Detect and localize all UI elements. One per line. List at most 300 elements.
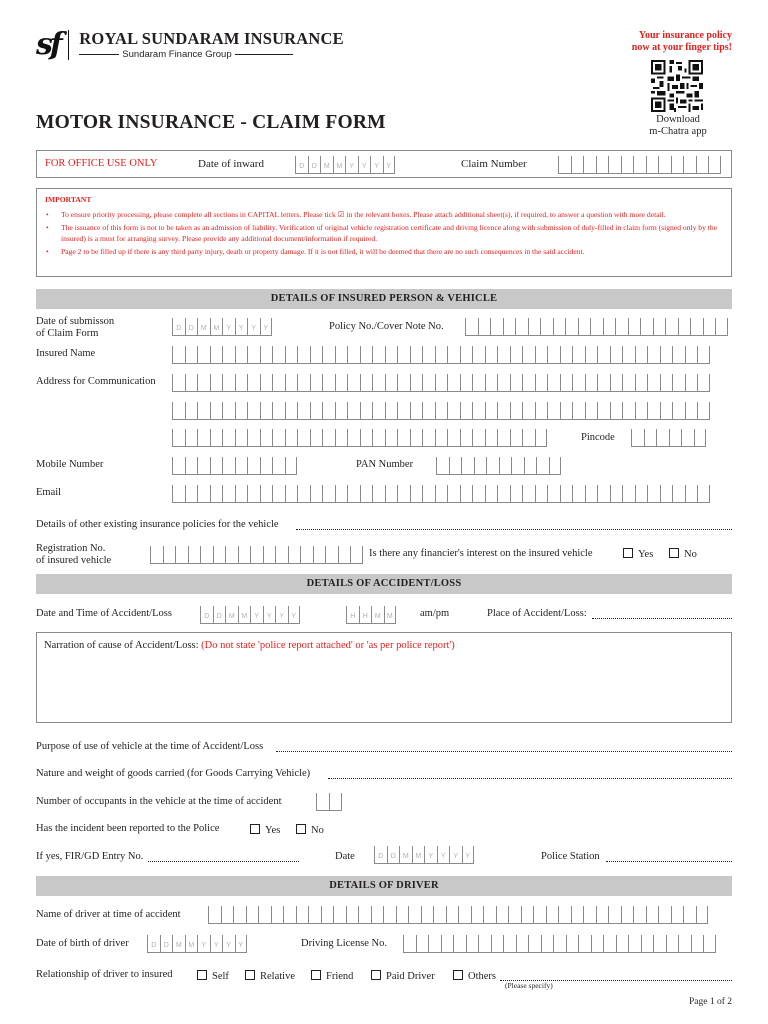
char-box[interactable] <box>397 346 410 364</box>
relationship-others-option[interactable] <box>453 970 496 983</box>
char-box[interactable] <box>708 156 721 174</box>
char-box[interactable] <box>560 485 573 503</box>
char-box[interactable] <box>622 374 635 392</box>
char-box[interactable] <box>644 429 657 447</box>
char-box[interactable] <box>535 374 548 392</box>
char-box[interactable] <box>233 906 246 924</box>
char-box[interactable] <box>210 457 223 475</box>
char-box[interactable] <box>447 374 460 392</box>
char-box[interactable] <box>247 457 260 475</box>
char-box[interactable] <box>646 156 659 174</box>
char-box[interactable] <box>635 346 648 364</box>
char-box[interactable] <box>697 485 710 503</box>
char-box[interactable] <box>528 935 541 953</box>
char-box[interactable]: M <box>185 935 198 953</box>
char-box[interactable] <box>250 546 263 564</box>
char-box[interactable]: M <box>238 606 251 624</box>
char-box[interactable] <box>583 906 596 924</box>
char-box[interactable] <box>247 485 260 503</box>
char-box[interactable] <box>497 402 510 420</box>
char-box[interactable] <box>522 429 535 447</box>
accident-date-input[interactable] <box>200 606 300 624</box>
purpose-input[interactable] <box>276 743 732 752</box>
char-box[interactable] <box>553 318 566 336</box>
char-box[interactable] <box>247 429 260 447</box>
fir-date-input[interactable] <box>374 846 474 864</box>
char-box[interactable] <box>222 485 235 503</box>
char-box[interactable] <box>422 346 435 364</box>
char-box[interactable] <box>572 402 585 420</box>
char-box[interactable] <box>260 346 273 364</box>
claim-number-input[interactable] <box>558 156 721 174</box>
char-box[interactable] <box>558 156 571 174</box>
char-box[interactable] <box>486 457 499 475</box>
char-box[interactable] <box>660 402 673 420</box>
char-box[interactable] <box>616 935 629 953</box>
mobile-input[interactable] <box>172 457 297 475</box>
char-box[interactable] <box>510 402 523 420</box>
char-box[interactable] <box>275 546 288 564</box>
char-box[interactable]: Y <box>383 156 396 174</box>
char-box[interactable] <box>460 374 473 392</box>
char-box[interactable] <box>597 402 610 420</box>
char-box[interactable] <box>347 402 360 420</box>
char-box[interactable] <box>696 156 709 174</box>
date-of-inward-input[interactable] <box>295 156 395 174</box>
char-box[interactable] <box>247 402 260 420</box>
char-box[interactable]: M <box>320 156 333 174</box>
char-box[interactable] <box>421 906 434 924</box>
checkbox-icon[interactable] <box>250 824 260 834</box>
char-box[interactable] <box>522 346 535 364</box>
char-box[interactable] <box>524 457 537 475</box>
checkbox-icon[interactable] <box>623 548 633 558</box>
char-box[interactable] <box>385 485 398 503</box>
char-box[interactable] <box>300 546 313 564</box>
char-box[interactable] <box>197 457 210 475</box>
police-station-input[interactable] <box>606 853 732 862</box>
char-box[interactable] <box>597 485 610 503</box>
char-box[interactable] <box>172 346 185 364</box>
char-box[interactable] <box>703 935 716 953</box>
char-box[interactable] <box>185 457 198 475</box>
driver-dob-input[interactable] <box>147 935 247 953</box>
checkbox-icon[interactable] <box>371 970 381 980</box>
char-box[interactable] <box>235 402 248 420</box>
char-box[interactable] <box>316 793 329 811</box>
char-box[interactable]: Y <box>197 935 210 953</box>
char-box[interactable] <box>460 429 473 447</box>
char-box[interactable] <box>322 429 335 447</box>
char-box[interactable] <box>447 485 460 503</box>
char-box[interactable] <box>615 318 628 336</box>
char-box[interactable]: M <box>172 935 185 953</box>
char-box[interactable] <box>200 546 213 564</box>
char-box[interactable] <box>578 318 591 336</box>
char-box[interactable]: Y <box>210 935 223 953</box>
char-box[interactable] <box>466 935 479 953</box>
char-box[interactable] <box>238 546 251 564</box>
char-box[interactable] <box>549 457 562 475</box>
char-box[interactable] <box>472 402 485 420</box>
char-box[interactable] <box>422 429 435 447</box>
date-of-submission-input[interactable] <box>172 318 272 336</box>
char-box[interactable] <box>297 429 310 447</box>
char-box[interactable] <box>208 906 221 924</box>
char-box[interactable]: D <box>374 846 387 864</box>
char-box[interactable] <box>669 429 682 447</box>
char-box[interactable]: H <box>346 606 359 624</box>
char-box[interactable] <box>396 906 409 924</box>
char-box[interactable] <box>641 935 654 953</box>
police-yes-option[interactable] <box>250 824 280 837</box>
address-input-line-3[interactable] <box>172 429 547 447</box>
char-box[interactable] <box>247 374 260 392</box>
char-box[interactable] <box>472 429 485 447</box>
char-box[interactable] <box>436 457 449 475</box>
char-box[interactable] <box>571 906 584 924</box>
char-box[interactable] <box>647 374 660 392</box>
char-box[interactable] <box>163 546 176 564</box>
char-box[interactable] <box>499 457 512 475</box>
char-box[interactable] <box>313 546 326 564</box>
char-box[interactable] <box>697 374 710 392</box>
char-box[interactable] <box>296 906 309 924</box>
char-box[interactable]: D <box>387 846 400 864</box>
char-box[interactable] <box>225 546 238 564</box>
char-box[interactable] <box>247 346 260 364</box>
char-box[interactable]: Y <box>250 606 263 624</box>
char-box[interactable] <box>497 429 510 447</box>
char-box[interactable]: Y <box>235 318 248 336</box>
char-box[interactable] <box>472 346 485 364</box>
char-box[interactable] <box>197 374 210 392</box>
char-box[interactable] <box>350 546 363 564</box>
char-box[interactable] <box>572 485 585 503</box>
char-box[interactable] <box>583 156 596 174</box>
char-box[interactable] <box>222 374 235 392</box>
char-box[interactable] <box>433 906 446 924</box>
char-box[interactable] <box>410 485 423 503</box>
char-box[interactable] <box>690 318 703 336</box>
char-box[interactable] <box>572 374 585 392</box>
char-box[interactable] <box>672 402 685 420</box>
char-box[interactable] <box>385 402 398 420</box>
char-box[interactable] <box>478 318 491 336</box>
char-box[interactable] <box>472 374 485 392</box>
char-box[interactable]: M <box>399 846 412 864</box>
char-box[interactable] <box>449 457 462 475</box>
char-box[interactable]: Y <box>288 606 301 624</box>
char-box[interactable] <box>521 906 534 924</box>
char-box[interactable] <box>515 318 528 336</box>
char-box[interactable] <box>585 402 598 420</box>
char-box[interactable]: D <box>308 156 321 174</box>
char-box[interactable] <box>310 485 323 503</box>
char-box[interactable] <box>696 906 709 924</box>
char-box[interactable] <box>333 906 346 924</box>
char-box[interactable] <box>694 429 707 447</box>
char-box[interactable] <box>672 346 685 364</box>
char-box[interactable] <box>685 374 698 392</box>
char-box[interactable] <box>358 906 371 924</box>
char-box[interactable] <box>496 906 509 924</box>
char-box[interactable] <box>335 429 348 447</box>
char-box[interactable] <box>522 402 535 420</box>
char-box[interactable] <box>285 402 298 420</box>
financier-no-option[interactable] <box>669 548 697 561</box>
char-box[interactable] <box>533 906 546 924</box>
char-box[interactable] <box>665 318 678 336</box>
char-box[interactable] <box>185 402 198 420</box>
char-box[interactable] <box>590 318 603 336</box>
char-box[interactable] <box>678 935 691 953</box>
char-box[interactable] <box>410 429 423 447</box>
char-box[interactable] <box>578 935 591 953</box>
char-box[interactable]: D <box>160 935 173 953</box>
char-box[interactable] <box>510 346 523 364</box>
char-box[interactable] <box>210 346 223 364</box>
checkbox-icon[interactable] <box>296 824 306 834</box>
char-box[interactable] <box>297 346 310 364</box>
char-box[interactable] <box>647 402 660 420</box>
char-box[interactable] <box>715 318 728 336</box>
char-box[interactable] <box>329 793 342 811</box>
char-box[interactable] <box>322 374 335 392</box>
checkbox-icon[interactable] <box>197 970 207 980</box>
char-box[interactable] <box>197 429 210 447</box>
char-box[interactable] <box>671 906 684 924</box>
char-box[interactable] <box>347 429 360 447</box>
char-box[interactable] <box>541 935 554 953</box>
char-box[interactable] <box>453 935 466 953</box>
char-box[interactable] <box>510 485 523 503</box>
char-box[interactable] <box>441 935 454 953</box>
char-box[interactable] <box>497 346 510 364</box>
char-box[interactable] <box>547 374 560 392</box>
email-input[interactable] <box>172 485 710 503</box>
police-no-option[interactable] <box>296 824 324 837</box>
char-box[interactable] <box>631 429 644 447</box>
char-box[interactable] <box>485 485 498 503</box>
char-box[interactable] <box>553 935 566 953</box>
char-box[interactable] <box>446 906 459 924</box>
char-box[interactable] <box>565 318 578 336</box>
char-box[interactable] <box>185 346 198 364</box>
char-box[interactable] <box>610 485 623 503</box>
checkbox-icon[interactable] <box>311 970 321 980</box>
char-box[interactable] <box>660 346 673 364</box>
char-box[interactable] <box>683 156 696 174</box>
char-box[interactable] <box>347 346 360 364</box>
char-box[interactable] <box>297 485 310 503</box>
checkbox-icon[interactable] <box>669 548 679 558</box>
char-box[interactable] <box>422 485 435 503</box>
fir-input[interactable] <box>148 853 299 862</box>
char-box[interactable]: Y <box>358 156 371 174</box>
char-box[interactable] <box>150 546 163 564</box>
char-box[interactable] <box>372 429 385 447</box>
char-box[interactable] <box>408 906 421 924</box>
char-box[interactable] <box>385 374 398 392</box>
char-box[interactable] <box>372 346 385 364</box>
other-policies-input[interactable] <box>296 521 732 530</box>
char-box[interactable] <box>660 374 673 392</box>
char-box[interactable] <box>666 935 679 953</box>
char-box[interactable] <box>172 485 185 503</box>
char-box[interactable] <box>683 906 696 924</box>
char-box[interactable] <box>285 485 298 503</box>
relationship-relative-option[interactable] <box>245 970 295 983</box>
char-box[interactable] <box>397 374 410 392</box>
char-box[interactable] <box>172 457 185 475</box>
char-box[interactable] <box>335 346 348 364</box>
char-box[interactable]: D <box>185 318 198 336</box>
accident-place-input[interactable] <box>592 610 732 619</box>
char-box[interactable]: Y <box>462 846 475 864</box>
char-box[interactable] <box>338 546 351 564</box>
pincode-input[interactable] <box>631 429 706 447</box>
char-box[interactable] <box>603 935 616 953</box>
char-box[interactable] <box>221 906 234 924</box>
char-box[interactable] <box>535 346 548 364</box>
char-box[interactable]: D <box>172 318 185 336</box>
char-box[interactable] <box>210 374 223 392</box>
char-box[interactable] <box>285 374 298 392</box>
char-box[interactable] <box>547 402 560 420</box>
char-box[interactable] <box>272 485 285 503</box>
driver-name-input[interactable] <box>208 906 708 924</box>
char-box[interactable] <box>360 402 373 420</box>
char-box[interactable]: M <box>384 606 397 624</box>
char-box[interactable] <box>347 374 360 392</box>
char-box[interactable] <box>235 485 248 503</box>
char-box[interactable] <box>633 156 646 174</box>
char-box[interactable] <box>385 346 398 364</box>
char-box[interactable] <box>540 318 553 336</box>
char-box[interactable] <box>397 485 410 503</box>
char-box[interactable] <box>435 346 448 364</box>
char-box[interactable] <box>175 546 188 564</box>
char-box[interactable] <box>371 906 384 924</box>
char-box[interactable] <box>172 402 185 420</box>
char-box[interactable] <box>360 374 373 392</box>
char-box[interactable] <box>272 457 285 475</box>
char-box[interactable] <box>210 402 223 420</box>
char-box[interactable] <box>447 346 460 364</box>
char-box[interactable] <box>660 485 673 503</box>
char-box[interactable] <box>546 906 559 924</box>
char-box[interactable] <box>511 457 524 475</box>
char-box[interactable] <box>197 485 210 503</box>
char-box[interactable] <box>558 906 571 924</box>
goods-input[interactable] <box>328 770 732 779</box>
address-input-line-1[interactable] <box>172 374 710 392</box>
char-box[interactable] <box>185 374 198 392</box>
char-box[interactable]: Y <box>275 606 288 624</box>
pan-input[interactable] <box>436 457 561 475</box>
char-box[interactable] <box>571 156 584 174</box>
char-box[interactable] <box>510 429 523 447</box>
char-box[interactable] <box>597 374 610 392</box>
relationship-self-option[interactable] <box>197 970 229 983</box>
char-box[interactable] <box>497 485 510 503</box>
char-box[interactable] <box>258 906 271 924</box>
char-box[interactable] <box>633 906 646 924</box>
char-box[interactable] <box>658 906 671 924</box>
char-box[interactable] <box>360 429 373 447</box>
char-box[interactable] <box>435 374 448 392</box>
char-box[interactable]: Y <box>263 606 276 624</box>
char-box[interactable] <box>672 485 685 503</box>
char-box[interactable] <box>410 374 423 392</box>
char-box[interactable] <box>283 906 296 924</box>
char-box[interactable] <box>672 374 685 392</box>
char-box[interactable] <box>422 402 435 420</box>
char-box[interactable] <box>447 429 460 447</box>
char-box[interactable] <box>461 457 474 475</box>
char-box[interactable] <box>560 346 573 364</box>
char-box[interactable] <box>560 374 573 392</box>
char-box[interactable]: M <box>333 156 346 174</box>
char-box[interactable] <box>213 546 226 564</box>
char-box[interactable] <box>372 402 385 420</box>
accident-time-input[interactable] <box>346 606 396 624</box>
char-box[interactable] <box>288 546 301 564</box>
char-box[interactable] <box>172 429 185 447</box>
char-box[interactable] <box>485 374 498 392</box>
char-box[interactable] <box>585 485 598 503</box>
char-box[interactable] <box>172 374 185 392</box>
char-box[interactable] <box>585 374 598 392</box>
char-box[interactable] <box>697 346 710 364</box>
char-box[interactable] <box>397 429 410 447</box>
char-box[interactable] <box>422 374 435 392</box>
char-box[interactable] <box>516 935 529 953</box>
char-box[interactable] <box>485 346 498 364</box>
char-box[interactable] <box>397 402 410 420</box>
char-box[interactable] <box>222 402 235 420</box>
char-box[interactable] <box>503 935 516 953</box>
char-box[interactable] <box>678 318 691 336</box>
char-box[interactable] <box>272 374 285 392</box>
char-box[interactable] <box>235 374 248 392</box>
char-box[interactable]: M <box>210 318 223 336</box>
char-box[interactable]: D <box>213 606 226 624</box>
occupants-input[interactable] <box>316 793 342 811</box>
char-box[interactable] <box>474 457 487 475</box>
char-box[interactable] <box>653 318 666 336</box>
char-box[interactable] <box>458 906 471 924</box>
char-box[interactable] <box>185 429 198 447</box>
char-box[interactable] <box>447 402 460 420</box>
char-box[interactable] <box>646 906 659 924</box>
char-box[interactable] <box>322 485 335 503</box>
char-box[interactable] <box>188 546 201 564</box>
char-box[interactable] <box>685 346 698 364</box>
char-box[interactable] <box>222 346 235 364</box>
char-box[interactable] <box>325 546 338 564</box>
char-box[interactable] <box>508 906 521 924</box>
char-box[interactable] <box>685 402 698 420</box>
char-box[interactable] <box>491 935 504 953</box>
char-box[interactable] <box>472 485 485 503</box>
char-box[interactable]: Y <box>449 846 462 864</box>
char-box[interactable]: D <box>200 606 213 624</box>
checkbox-icon[interactable] <box>245 970 255 980</box>
financier-yes-option[interactable] <box>623 548 653 561</box>
char-box[interactable]: Y <box>424 846 437 864</box>
